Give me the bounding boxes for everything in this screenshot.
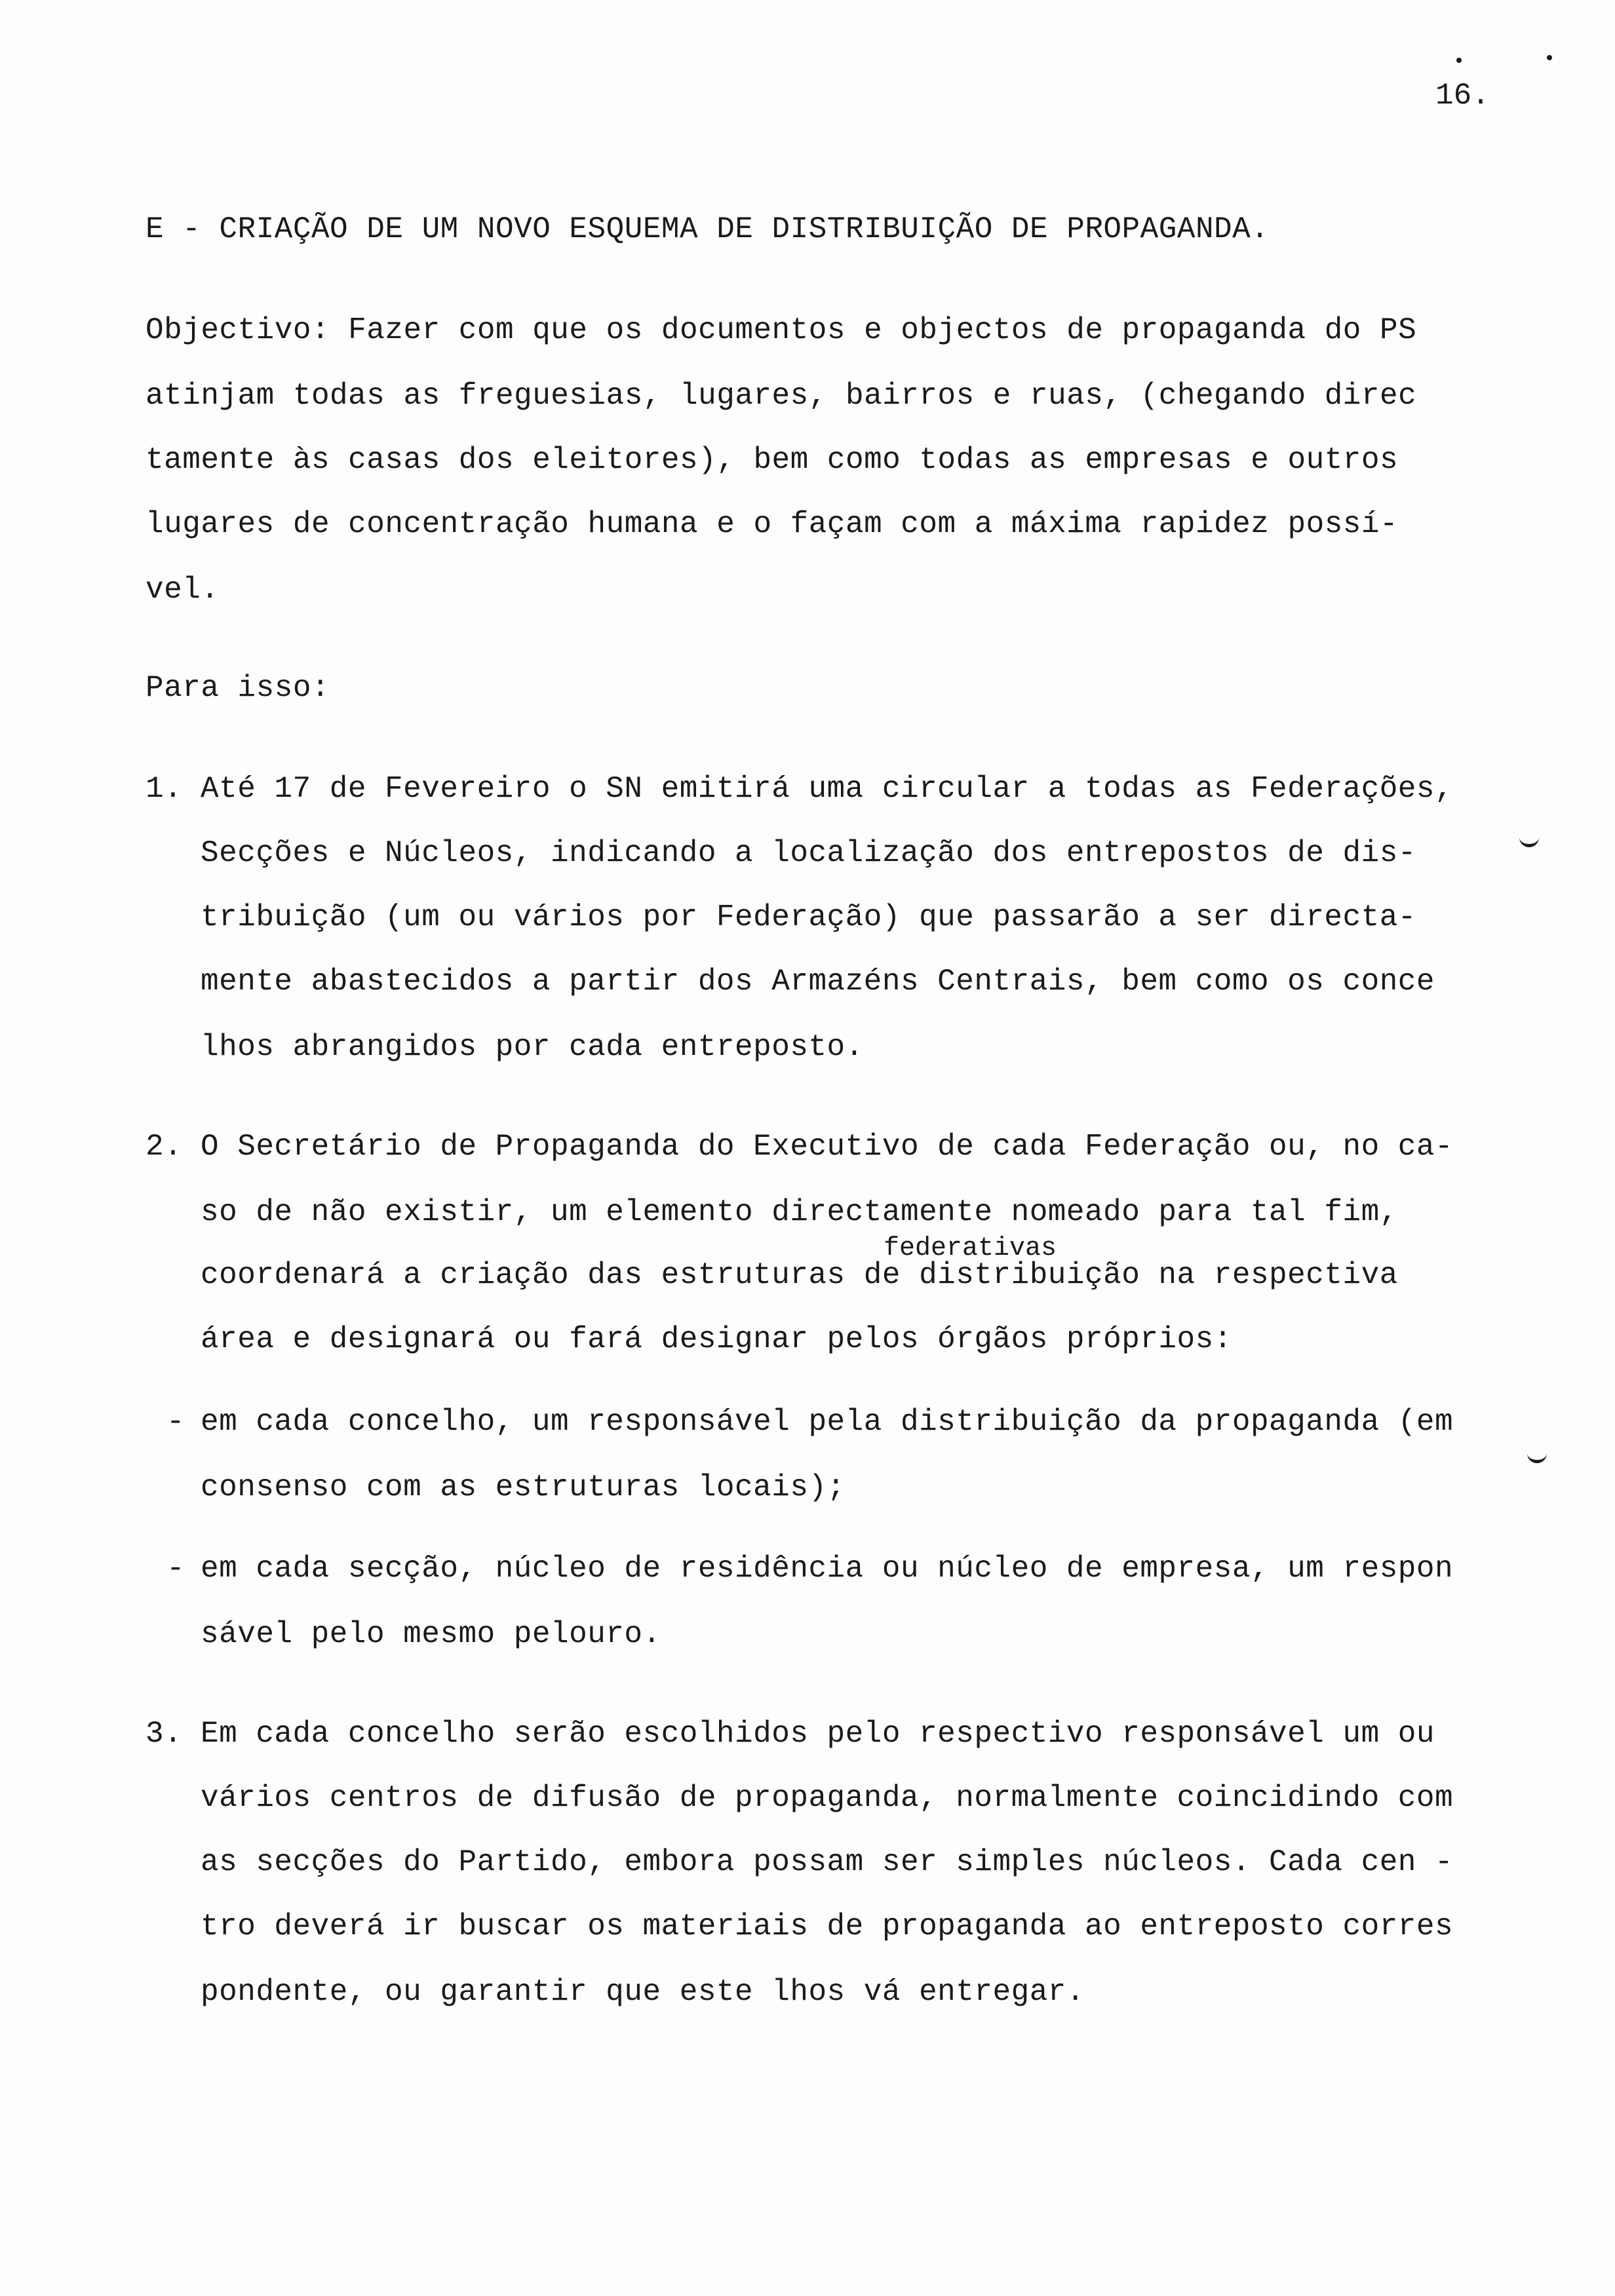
- subitem-line: consenso com as estruturas locais);: [201, 1470, 846, 1504]
- bullet-dash: -: [166, 1405, 185, 1439]
- item-line: O Secretário de Propaganda do Executivo de cada Federação ou, no ca-: [201, 1130, 1454, 1164]
- ink-speck: [1456, 58, 1462, 63]
- item-line: tribuição (um ou vários por Federação) que passarão a ser directa-: [201, 900, 1416, 934]
- item-line: lhos abrangidos por cada entreposto.: [201, 1030, 864, 1064]
- item-line: tro deverá ir buscar os materiais de propaganda ao entreposto corres: [201, 1909, 1454, 1943]
- section-heading: E - CRIAÇÃO DE UM NOVO ESQUEMA DE DISTRIBUIÇÃO DE PROPAGANDA.: [146, 212, 1270, 246]
- objective-line: lugares de concentração humana e o façam com a máxima rapidez possí-: [146, 507, 1399, 541]
- page-number: 16.: [1435, 79, 1490, 113]
- margin-tick-mark: [1527, 1448, 1547, 1463]
- item-line: as secções do Partido, embora possam ser simples núcleos. Cada cen -: [201, 1845, 1454, 1879]
- item-line: Secções e Núcleos, indicando a localização dos entrepostos de dis-: [201, 836, 1416, 870]
- subitem-line: em cada concelho, um responsável pela distribuição da propaganda (em: [201, 1405, 1454, 1439]
- inserted-word: federativas: [884, 1234, 1057, 1263]
- objective-line: tamente às casas dos eleitores), bem como todas as empresas e outros: [146, 443, 1399, 477]
- item-line: so de não existir, um elemento directamente nomeado para tal fim,: [201, 1195, 1398, 1229]
- item-line: vários centros de difusão de propaganda, normalmente coincidindo com: [201, 1781, 1454, 1815]
- item-number: 2.: [146, 1130, 183, 1164]
- item-line: coordenará a criação das estruturas de distribuição na respectiva: [201, 1258, 1398, 1292]
- item-line: mente abastecidos a partir dos Armazéns Centrais, bem como os conce: [201, 965, 1435, 999]
- item-line: área e designará ou fará designar pelos órgãos próprios:: [201, 1322, 1232, 1356]
- item-number: 3.: [146, 1717, 183, 1751]
- objective-line: Objectivo: Fazer com que os documentos e objectos de propaganda do PS: [146, 313, 1417, 347]
- margin-tick-mark: [1519, 832, 1539, 847]
- bullet-dash: -: [166, 1552, 185, 1586]
- item-line: Em cada concelho serão escolhidos pelo respectivo responsável um ou: [201, 1717, 1435, 1751]
- objective-line: atinjam todas as freguesias, lugares, bairros e ruas, (chegando direc: [146, 379, 1417, 413]
- objective-line: vel.: [146, 573, 220, 607]
- item-number: 1.: [146, 772, 183, 806]
- subitem-line: sável pelo mesmo pelouro.: [201, 1617, 661, 1651]
- ink-speck: [1547, 55, 1552, 60]
- item-line: pondente, ou garantir que este lhos vá entregar.: [201, 1975, 1085, 2009]
- intro-label: Para isso:: [146, 671, 330, 705]
- subitem-line: em cada secção, núcleo de residência ou núcleo de empresa, um respon: [201, 1552, 1454, 1586]
- item-line: Até 17 de Fevereiro o SN emitirá uma circular a todas as Federações,: [201, 772, 1454, 806]
